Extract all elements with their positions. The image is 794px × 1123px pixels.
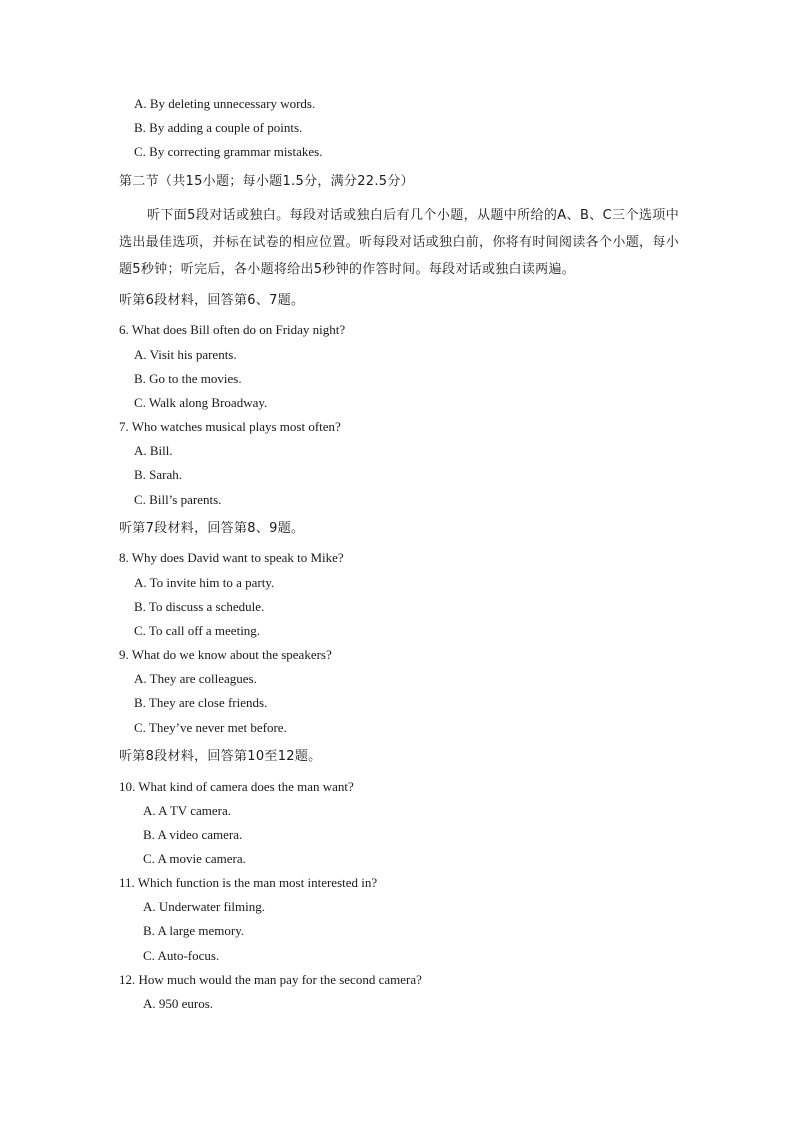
- question-11-option-b: B. A large memory.: [143, 923, 245, 938]
- material-7-heading: 听第7段材料，回答第8、9题。: [119, 521, 305, 536]
- question-10-stem: 10. What kind of camera does the man want?: [119, 779, 354, 794]
- material-6-heading: 听第6段材料，回答第6、7题。: [119, 293, 305, 308]
- question-6-option-a: A. Visit his parents.: [134, 347, 237, 362]
- prev-option-a: A. By deleting unnecessary words.: [134, 96, 316, 111]
- question-7-option-b: B. Sarah.: [134, 467, 183, 482]
- question-9-option-a: A. They are colleagues.: [134, 671, 257, 686]
- question-6-option-c: C. Walk along Broadway.: [134, 395, 268, 410]
- question-10-option-a: A. A TV camera.: [143, 803, 231, 818]
- question-9-stem: 9. What do we know about the speakers?: [119, 647, 332, 662]
- question-11-stem: 11. Which function is the man most interested in?: [119, 875, 378, 890]
- question-7-option-a: A. Bill.: [134, 443, 173, 458]
- question-11-option-a: A. Underwater filming.: [143, 899, 266, 914]
- question-11-option-c: C. Auto-focus.: [143, 948, 220, 963]
- question-6-option-b: B. Go to the movies.: [134, 371, 242, 386]
- prev-option-b: B. By adding a couple of points.: [134, 120, 303, 135]
- question-8-option-b: B. To discuss a schedule.: [134, 599, 265, 614]
- question-12-option-a: A. 950 euros.: [143, 996, 214, 1011]
- question-8-option-c: C. To call off a meeting.: [134, 623, 261, 638]
- question-8-option-a: A. To invite him to a party.: [134, 575, 275, 590]
- question-7-stem: 7. Who watches musical plays most often?: [119, 419, 341, 434]
- prev-option-c: C. By correcting grammar mistakes.: [134, 144, 323, 159]
- question-6-stem: 6. What does Bill often do on Friday night?: [119, 322, 346, 337]
- section-heading: 第二节（共15小题；每小题1.5分，满分22.5分）: [119, 174, 414, 189]
- question-7-option-c: C. Bill’s parents.: [134, 492, 222, 507]
- question-9-option-b: B. They are close friends.: [134, 695, 268, 710]
- question-10-option-c: C. A movie camera.: [143, 851, 246, 866]
- question-10-option-b: B. A video camera.: [143, 827, 243, 842]
- instructions-paragraph: 听下面5段对话或独白。每段对话或独白后有几个小题，从题中所给的A、B、C三个选项中选出最佳选项，并标在试卷的相应位置。听每段对话或独白前，你将有时间阅读各个小题，每小题5秒钟；听完后，各小题将给出5秒钟的作答时间。每段对话或独白读两遍。: [119, 208, 679, 277]
- question-8-stem: 8. Why does David want to speak to Mike?: [119, 550, 344, 565]
- material-8-heading: 听第8段材料，回答第10至12题。: [119, 749, 322, 764]
- question-12-stem: 12. How much would the man pay for the second camera?: [119, 972, 422, 987]
- question-9-option-c: C. They’ve never met before.: [134, 720, 287, 735]
